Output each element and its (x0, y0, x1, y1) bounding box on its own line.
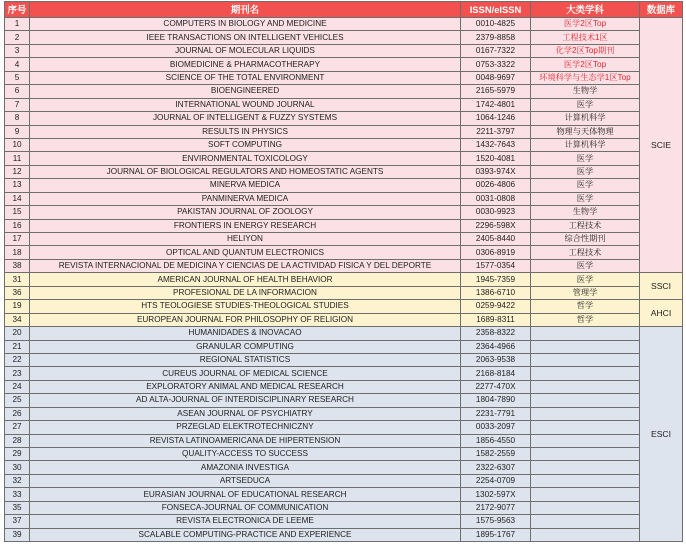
table-row (5, 394, 683, 407)
journal-name: PAKISTAN JOURNAL OF ZOOLOGY (30, 206, 461, 219)
row-number: 30 (5, 461, 30, 474)
subject: 综合性期刊 (531, 233, 640, 246)
table-row (5, 85, 683, 98)
table-row (5, 380, 683, 393)
journal-name: ARTSEDUCA (30, 474, 461, 487)
issn: 1302-597X (461, 488, 531, 501)
table-row (5, 434, 683, 447)
table-row (5, 112, 683, 125)
subject (531, 434, 640, 447)
issn: 0306-8919 (461, 246, 531, 259)
row-number: 19 (5, 300, 30, 313)
table-row (5, 152, 683, 165)
row-number: 16 (5, 219, 30, 232)
database-label: SCIE (640, 18, 683, 273)
journal-name: QUALITY-ACCESS TO SUCCESS (30, 448, 461, 461)
journal-name: PRZEGLAD ELEKTROTECHNICZNY (30, 421, 461, 434)
subject: 医学 (531, 273, 640, 286)
journal-name: PROFESIONAL DE LA INFORMACION (30, 286, 461, 299)
issn: 2254-0709 (461, 474, 531, 487)
journal-name: EXPLORATORY ANIMAL AND MEDICAL RESEARCH (30, 380, 461, 393)
issn: 0753-3322 (461, 58, 531, 71)
subject: 生物学 (531, 206, 640, 219)
row-number: 1 (5, 18, 30, 31)
journal-name: JOURNAL OF INTELLIGENT & FUZZY SYSTEMS (30, 112, 461, 125)
journal-name: EURASIAN JOURNAL OF EDUCATIONAL RESEARCH (30, 488, 461, 501)
journal-name: REGIONAL STATISTICS (30, 353, 461, 366)
journal-name: IEEE TRANSACTIONS ON INTELLIGENT VEHICLES (30, 31, 461, 44)
row-number: 11 (5, 152, 30, 165)
journal-name: AD ALTA-JOURNAL OF INTERDISCIPLINARY RESEARCH (30, 394, 461, 407)
journal-name: EUROPEAN JOURNAL FOR PHILOSOPHY OF RELIGION (30, 313, 461, 326)
row-number: 9 (5, 125, 30, 138)
issn: 2322-6307 (461, 461, 531, 474)
journal-name: SCIENCE OF THE TOTAL ENVIRONMENT (30, 71, 461, 84)
issn: 2063-9538 (461, 353, 531, 366)
row-number: 8 (5, 112, 30, 125)
subject (531, 380, 640, 393)
table-row (5, 515, 683, 528)
subject (531, 448, 640, 461)
header-row (5, 2, 683, 18)
subject (531, 327, 640, 340)
table-row (5, 233, 683, 246)
row-number: 20 (5, 327, 30, 340)
journal-name: GRANULAR COMPUTING (30, 340, 461, 353)
subject (531, 528, 640, 541)
subject: 医学 (531, 152, 640, 165)
journal-name: BIOMEDICINE & PHARMACOTHERAPY (30, 58, 461, 71)
table-row (5, 246, 683, 259)
header-issn: ISSN/eISSN (461, 2, 531, 18)
table-row (5, 192, 683, 205)
issn: 2358-8322 (461, 327, 531, 340)
issn: 0033-2097 (461, 421, 531, 434)
table-row (5, 448, 683, 461)
journal-name: MINERVA MEDICA (30, 179, 461, 192)
row-number: 13 (5, 179, 30, 192)
table-row (5, 273, 683, 286)
journal-name: OPTICAL AND QUANTUM ELECTRONICS (30, 246, 461, 259)
database-label: AHCI (640, 300, 683, 327)
table-row (5, 71, 683, 84)
journal-table (4, 1, 683, 542)
journal-name: COMPUTERS IN BIOLOGY AND MEDICINE (30, 18, 461, 31)
issn: 1945-7359 (461, 273, 531, 286)
header-subject: 大类学科 (531, 2, 640, 18)
row-number: 25 (5, 394, 30, 407)
subject: 化学2区Top期刊 (531, 44, 640, 57)
journal-name: FONSECA-JOURNAL OF COMMUNICATION (30, 501, 461, 514)
issn: 1804-7890 (461, 394, 531, 407)
issn: 2296-598X (461, 219, 531, 232)
row-number: 4 (5, 58, 30, 71)
issn: 2231-7791 (461, 407, 531, 420)
journal-name: ENVIRONMENTAL TOXICOLOGY (30, 152, 461, 165)
row-number: 6 (5, 85, 30, 98)
journal-name: HTS TEOLOGIESE STUDIES-THEOLOGICAL STUDIES (30, 300, 461, 313)
subject: 医学 (531, 192, 640, 205)
table-row (5, 138, 683, 151)
issn: 1064-1246 (461, 112, 531, 125)
table-row (5, 421, 683, 434)
subject: 生物学 (531, 85, 640, 98)
issn: 0167-7322 (461, 44, 531, 57)
subject: 哲学 (531, 300, 640, 313)
subject (531, 488, 640, 501)
journal-name: INTERNATIONAL WOUND JOURNAL (30, 98, 461, 111)
subject (531, 501, 640, 514)
header-database: 数据库 (640, 2, 683, 18)
subject: 医学 (531, 259, 640, 272)
row-number: 36 (5, 286, 30, 299)
row-number: 15 (5, 206, 30, 219)
journal-name: REVISTA ELECTRONICA DE LEEME (30, 515, 461, 528)
issn: 2168-8184 (461, 367, 531, 380)
row-number: 35 (5, 501, 30, 514)
header-no: 序号 (5, 2, 30, 18)
table-row (5, 58, 683, 71)
issn: 2277-470X (461, 380, 531, 393)
database-label: SSCI (640, 273, 683, 300)
issn: 1577-0354 (461, 259, 531, 272)
issn: 1895-1767 (461, 528, 531, 541)
issn: 0048-9697 (461, 71, 531, 84)
journal-name: AMAZONIA INVESTIGA (30, 461, 461, 474)
subject: 医学 (531, 98, 640, 111)
journal-name: RESULTS IN PHYSICS (30, 125, 461, 138)
row-number: 34 (5, 313, 30, 326)
issn: 2405-8440 (461, 233, 531, 246)
table-row (5, 407, 683, 420)
header-journal-name: 期刊名 (30, 2, 461, 18)
row-number: 18 (5, 246, 30, 259)
table-row (5, 125, 683, 138)
subject: 计算机科学 (531, 112, 640, 125)
table-row (5, 18, 683, 31)
subject: 哲学 (531, 313, 640, 326)
table-row (5, 44, 683, 57)
row-number: 23 (5, 367, 30, 380)
subject (531, 353, 640, 366)
database-label: ESCI (640, 327, 683, 542)
journal-name: SOFT COMPUTING (30, 138, 461, 151)
table-row (5, 340, 683, 353)
journal-name: REVISTA LATINOAMERICANA DE HIPERTENSION (30, 434, 461, 447)
subject: 工程技术1区 (531, 31, 640, 44)
issn: 1575-9563 (461, 515, 531, 528)
journal-name: JOURNAL OF BIOLOGICAL REGULATORS AND HOMEOSTATIC AGENTS (30, 165, 461, 178)
issn: 1856-4550 (461, 434, 531, 447)
row-number: 28 (5, 434, 30, 447)
row-number: 24 (5, 380, 30, 393)
row-number: 32 (5, 474, 30, 487)
subject: 工程技术 (531, 246, 640, 259)
table-row (5, 528, 683, 541)
row-number: 39 (5, 528, 30, 541)
table-row (5, 286, 683, 299)
issn: 1432-7643 (461, 138, 531, 151)
row-number: 17 (5, 233, 30, 246)
issn: 2172-9077 (461, 501, 531, 514)
subject: 医学2区Top (531, 58, 640, 71)
row-number: 27 (5, 421, 30, 434)
journal-name: BIOENGINEERED (30, 85, 461, 98)
table-row (5, 206, 683, 219)
table-row (5, 461, 683, 474)
row-number: 31 (5, 273, 30, 286)
table-row (5, 474, 683, 487)
table-row (5, 353, 683, 366)
row-number: 12 (5, 165, 30, 178)
row-number: 3 (5, 44, 30, 57)
table-row (5, 367, 683, 380)
issn: 2379-8858 (461, 31, 531, 44)
issn: 1520-4081 (461, 152, 531, 165)
issn: 1386-6710 (461, 286, 531, 299)
subject (531, 461, 640, 474)
table-row (5, 98, 683, 111)
row-number: 37 (5, 515, 30, 528)
subject: 管理学 (531, 286, 640, 299)
issn: 0259-9422 (461, 300, 531, 313)
row-number: 10 (5, 138, 30, 151)
journal-name: CUREUS JOURNAL OF MEDICAL SCIENCE (30, 367, 461, 380)
table-row (5, 165, 683, 178)
subject: 医学2区Top (531, 18, 640, 31)
table-row (5, 219, 683, 232)
issn: 0026-4806 (461, 179, 531, 192)
row-number: 22 (5, 353, 30, 366)
journal-name: HELIYON (30, 233, 461, 246)
table-row (5, 501, 683, 514)
subject: 医学 (531, 165, 640, 178)
subject (531, 407, 640, 420)
issn: 0393-974X (461, 165, 531, 178)
issn: 1582-2559 (461, 448, 531, 461)
journal-name: FRONTIERS IN ENERGY RESEARCH (30, 219, 461, 232)
subject: 计算机科学 (531, 138, 640, 151)
row-number: 29 (5, 448, 30, 461)
table-row (5, 488, 683, 501)
journal-name: PANMINERVA MEDICA (30, 192, 461, 205)
table-row (5, 313, 683, 326)
table-row (5, 327, 683, 340)
table-body (5, 18, 683, 542)
subject (531, 367, 640, 380)
journal-name: HUMANIDADES & INOVACAO (30, 327, 461, 340)
issn: 2364-4966 (461, 340, 531, 353)
issn: 0030-9923 (461, 206, 531, 219)
journal-name: REVISTA INTERNACIONAL DE MEDICINA Y CIENCIAS DE LA ACTIVIDAD FISICA Y DEL DEPORTE (30, 259, 461, 272)
issn: 1742-4801 (461, 98, 531, 111)
subject: 工程技术 (531, 219, 640, 232)
subject (531, 394, 640, 407)
journal-name: AMERICAN JOURNAL OF HEALTH BEHAVIOR (30, 273, 461, 286)
table-row (5, 179, 683, 192)
row-number: 26 (5, 407, 30, 420)
subject (531, 421, 640, 434)
issn: 1689-8311 (461, 313, 531, 326)
journal-name: JOURNAL OF MOLECULAR LIQUIDS (30, 44, 461, 57)
row-number: 7 (5, 98, 30, 111)
row-number: 5 (5, 71, 30, 84)
table-row (5, 300, 683, 313)
issn: 0010-4825 (461, 18, 531, 31)
row-number: 33 (5, 488, 30, 501)
subject: 医学 (531, 179, 640, 192)
row-number: 38 (5, 259, 30, 272)
subject: 物理与天体物理 (531, 125, 640, 138)
journal-name: ASEAN JOURNAL OF PSYCHIATRY (30, 407, 461, 420)
journal-name: SCALABLE COMPUTING-PRACTICE AND EXPERIENCE (30, 528, 461, 541)
table-row (5, 259, 683, 272)
row-number: 14 (5, 192, 30, 205)
subject: 环境科学与生态学1区Top (531, 71, 640, 84)
row-number: 21 (5, 340, 30, 353)
table-row (5, 31, 683, 44)
subject (531, 515, 640, 528)
issn: 2211-3797 (461, 125, 531, 138)
subject (531, 474, 640, 487)
issn: 0031-0808 (461, 192, 531, 205)
subject (531, 340, 640, 353)
issn: 2165-5979 (461, 85, 531, 98)
row-number: 2 (5, 31, 30, 44)
